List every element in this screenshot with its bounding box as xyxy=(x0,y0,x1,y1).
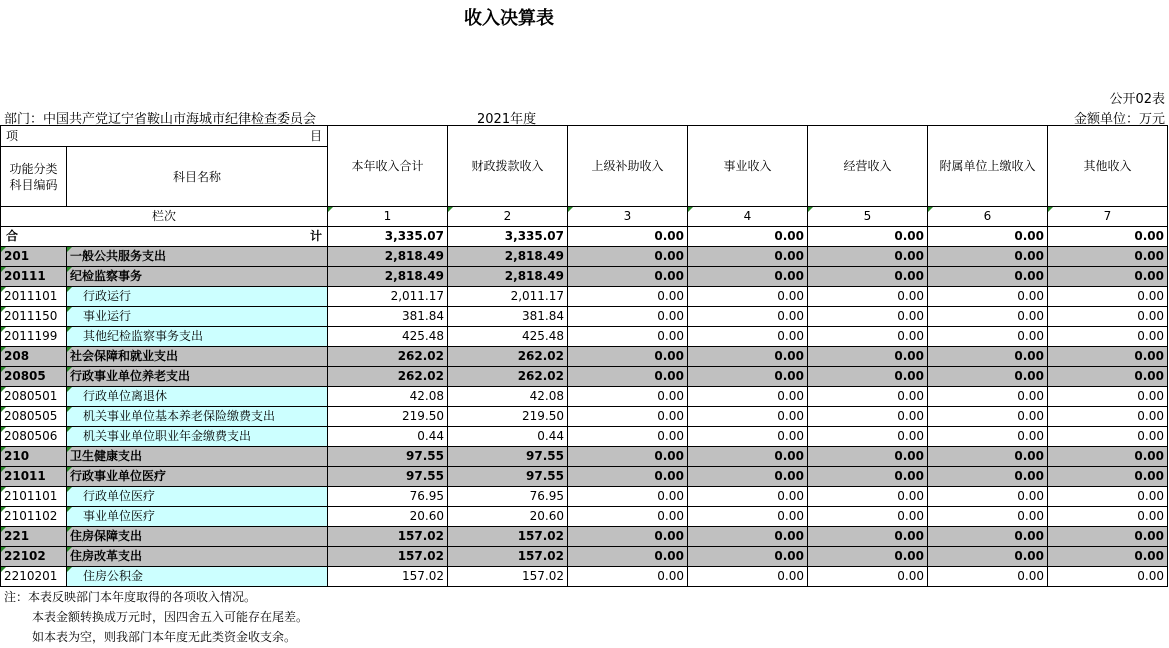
row-value-5: 0.00 xyxy=(808,327,928,347)
row-value-2: 262.02 xyxy=(448,347,568,367)
row-value-4: 0.00 xyxy=(688,507,808,527)
row-value-5: 0.00 xyxy=(808,287,928,307)
row-value-1: 262.02 xyxy=(328,347,448,367)
row-value-1: 381.84 xyxy=(328,307,448,327)
row-value-3: 0.00 xyxy=(568,387,688,407)
col-header-7: 其他收入 xyxy=(1048,126,1168,207)
table-row xyxy=(1,567,1168,587)
row-value-7: 0.00 xyxy=(1048,287,1168,307)
row-code: 2080505 xyxy=(1,407,67,427)
row-name: 事业单位医疗 xyxy=(67,507,328,527)
row-value-1: 2,818.49 xyxy=(328,267,448,287)
row-code: 2101102 xyxy=(1,507,67,527)
row-value-6: 0.00 xyxy=(928,407,1048,427)
row-value-1: 2,011.17 xyxy=(328,287,448,307)
table-row xyxy=(1,507,1168,527)
row-value-2: 97.55 xyxy=(448,447,568,467)
row-value-3: 0.00 xyxy=(568,507,688,527)
row-code: 20805 xyxy=(1,367,67,387)
row-name: 行政事业单位医疗 xyxy=(67,467,328,487)
col-header-6: 附属单位上缴收入 xyxy=(928,126,1048,207)
row-name: 行政事业单位养老支出 xyxy=(67,367,328,387)
row-value-4: 0.00 xyxy=(688,307,808,327)
total-value-6: 0.00 xyxy=(928,227,1048,247)
total-value-4: 0.00 xyxy=(688,227,808,247)
row-code: 2080506 xyxy=(1,427,67,447)
row-value-3: 0.00 xyxy=(568,547,688,567)
row-value-2: 2,818.49 xyxy=(448,267,568,287)
header-xiangmu xyxy=(1,126,328,147)
row-value-3: 0.00 xyxy=(568,567,688,587)
row-value-4: 0.00 xyxy=(688,287,808,307)
row-value-2: 2,818.49 xyxy=(448,247,568,267)
col-header-5: 经营收入 xyxy=(808,126,928,207)
row-value-7: 0.00 xyxy=(1048,467,1168,487)
lanci-5: 5 xyxy=(808,207,928,227)
row-value-3: 0.00 xyxy=(568,307,688,327)
row-value-2: 0.44 xyxy=(448,427,568,447)
row-value-1: 0.44 xyxy=(328,427,448,447)
row-code: 221 xyxy=(1,527,67,547)
row-value-4: 0.00 xyxy=(688,267,808,287)
row-value-3: 0.00 xyxy=(568,287,688,307)
lanci-2: 2 xyxy=(448,207,568,227)
row-value-6: 0.00 xyxy=(928,507,1048,527)
row-value-5: 0.00 xyxy=(808,407,928,427)
row-name: 卫生健康支出 xyxy=(67,447,328,467)
row-value-6: 0.00 xyxy=(928,367,1048,387)
row-value-7: 0.00 xyxy=(1048,447,1168,467)
header-xiang: 项 xyxy=(6,129,19,143)
row-value-4: 0.00 xyxy=(688,387,808,407)
row-value-7: 0.00 xyxy=(1048,267,1168,287)
table-row xyxy=(1,467,1168,487)
row-value-4: 0.00 xyxy=(688,347,808,367)
row-value-3: 0.00 xyxy=(568,447,688,467)
page-title: 收入决算表 xyxy=(464,8,554,29)
note-2: 本表金额转换成万元时，因四舍五入可能存在尾差。 xyxy=(32,610,309,624)
row-value-5: 0.00 xyxy=(808,267,928,287)
row-code: 21011 xyxy=(1,467,67,487)
row-value-4: 0.00 xyxy=(688,407,808,427)
row-value-2: 157.02 xyxy=(448,527,568,547)
row-code: 2080501 xyxy=(1,387,67,407)
row-value-5: 0.00 xyxy=(808,347,928,367)
income-table xyxy=(0,125,1168,587)
row-value-3: 0.00 xyxy=(568,487,688,507)
year-label: 2021年度 xyxy=(477,112,537,127)
row-code: 2011199 xyxy=(1,327,67,347)
col-header-1: 本年收入合计 xyxy=(328,126,448,207)
row-value-1: 425.48 xyxy=(328,327,448,347)
col-header-3: 上级补助收入 xyxy=(568,126,688,207)
row-value-5: 0.00 xyxy=(808,527,928,547)
total-row xyxy=(1,227,1168,247)
row-value-5: 0.00 xyxy=(808,547,928,567)
row-value-4: 0.00 xyxy=(688,447,808,467)
row-value-5: 0.00 xyxy=(808,467,928,487)
lanci-4: 4 xyxy=(688,207,808,227)
row-value-3: 0.00 xyxy=(568,467,688,487)
row-value-1: 76.95 xyxy=(328,487,448,507)
row-value-4: 0.00 xyxy=(688,327,808,347)
row-value-3: 0.00 xyxy=(568,407,688,427)
row-value-4: 0.00 xyxy=(688,547,808,567)
row-value-7: 0.00 xyxy=(1048,547,1168,567)
row-value-4: 0.00 xyxy=(688,567,808,587)
note-3: 如本表为空，则我部门本年度无此类资金收支余。 xyxy=(32,630,297,644)
total-he: 合 xyxy=(6,229,19,243)
row-value-5: 0.00 xyxy=(808,447,928,467)
row-value-6: 0.00 xyxy=(928,527,1048,547)
row-code: 2011101 xyxy=(1,287,67,307)
row-code: 2011150 xyxy=(1,307,67,327)
row-name: 住房改革支出 xyxy=(67,547,328,567)
row-value-6: 0.00 xyxy=(928,487,1048,507)
form-number: 公开02表 xyxy=(1109,92,1165,107)
row-value-2: 20.60 xyxy=(448,507,568,527)
row-value-6: 0.00 xyxy=(928,327,1048,347)
row-value-6: 0.00 xyxy=(928,447,1048,467)
row-name: 住房保障支出 xyxy=(67,527,328,547)
row-name: 一般公共服务支出 xyxy=(67,247,328,267)
row-value-3: 0.00 xyxy=(568,367,688,387)
row-name: 行政单位离退休 xyxy=(67,387,328,407)
total-value-5: 0.00 xyxy=(808,227,928,247)
row-value-1: 157.02 xyxy=(328,547,448,567)
table-row xyxy=(1,347,1168,367)
table-row xyxy=(1,447,1168,467)
row-name: 行政运行 xyxy=(67,287,328,307)
total-label xyxy=(1,227,328,247)
row-name: 事业运行 xyxy=(67,307,328,327)
total-value-1: 3,335.07 xyxy=(328,227,448,247)
row-value-1: 157.02 xyxy=(328,567,448,587)
row-value-5: 0.00 xyxy=(808,427,928,447)
row-value-4: 0.00 xyxy=(688,367,808,387)
table-row xyxy=(1,427,1168,447)
row-value-2: 262.02 xyxy=(448,367,568,387)
row-value-5: 0.00 xyxy=(808,387,928,407)
row-value-6: 0.00 xyxy=(928,547,1048,567)
row-value-4: 0.00 xyxy=(688,427,808,447)
row-value-4: 0.00 xyxy=(688,467,808,487)
row-code: 20111 xyxy=(1,267,67,287)
table-row xyxy=(1,267,1168,287)
row-code: 208 xyxy=(1,347,67,367)
row-value-2: 425.48 xyxy=(448,327,568,347)
row-value-6: 0.00 xyxy=(928,267,1048,287)
table-row xyxy=(1,527,1168,547)
row-value-2: 97.55 xyxy=(448,467,568,487)
row-value-2: 2,011.17 xyxy=(448,287,568,307)
department-label: 部门：中国共产党辽宁省鞍山市海城市纪律检查委员会 xyxy=(4,112,317,127)
row-value-7: 0.00 xyxy=(1048,307,1168,327)
row-value-5: 0.00 xyxy=(808,507,928,527)
row-value-5: 0.00 xyxy=(808,307,928,327)
row-value-3: 0.00 xyxy=(568,247,688,267)
row-value-6: 0.00 xyxy=(928,307,1048,327)
header-mu: 目 xyxy=(309,129,322,143)
row-value-7: 0.00 xyxy=(1048,427,1168,447)
table-row xyxy=(1,547,1168,567)
row-value-7: 0.00 xyxy=(1048,527,1168,547)
row-name: 纪检监察事务 xyxy=(67,267,328,287)
row-value-7: 0.00 xyxy=(1048,487,1168,507)
row-code: 22102 xyxy=(1,547,67,567)
row-value-5: 0.00 xyxy=(808,367,928,387)
row-value-1: 219.50 xyxy=(328,407,448,427)
table-row xyxy=(1,487,1168,507)
row-value-1: 262.02 xyxy=(328,367,448,387)
row-value-7: 0.00 xyxy=(1048,407,1168,427)
row-value-5: 0.00 xyxy=(808,567,928,587)
table-row xyxy=(1,247,1168,267)
row-name: 其他纪检监察事务支出 xyxy=(67,327,328,347)
row-value-6: 0.00 xyxy=(928,427,1048,447)
row-value-6: 0.00 xyxy=(928,247,1048,267)
row-name: 社会保障和就业支出 xyxy=(67,347,328,367)
row-value-4: 0.00 xyxy=(688,247,808,267)
row-name: 行政单位医疗 xyxy=(67,487,328,507)
row-value-5: 0.00 xyxy=(808,247,928,267)
row-value-7: 0.00 xyxy=(1048,327,1168,347)
row-value-4: 0.00 xyxy=(688,487,808,507)
lanci-7: 7 xyxy=(1048,207,1168,227)
row-value-3: 0.00 xyxy=(568,347,688,367)
row-value-2: 381.84 xyxy=(448,307,568,327)
table-row xyxy=(1,307,1168,327)
table-row xyxy=(1,327,1168,347)
row-value-6: 0.00 xyxy=(928,287,1048,307)
col-header-4: 事业收入 xyxy=(688,126,808,207)
row-value-7: 0.00 xyxy=(1048,247,1168,267)
lanci-6: 6 xyxy=(928,207,1048,227)
total-value-2: 3,335.07 xyxy=(448,227,568,247)
row-value-1: 20.60 xyxy=(328,507,448,527)
lanci-label: 栏次 xyxy=(1,207,328,227)
row-value-3: 0.00 xyxy=(568,427,688,447)
row-value-2: 219.50 xyxy=(448,407,568,427)
row-name: 住房公积金 xyxy=(67,567,328,587)
unit-label: 金额单位：万元 xyxy=(1073,112,1165,127)
row-value-1: 97.55 xyxy=(328,447,448,467)
table-row xyxy=(1,287,1168,307)
table-row xyxy=(1,407,1168,427)
row-value-7: 0.00 xyxy=(1048,347,1168,367)
row-value-6: 0.00 xyxy=(928,347,1048,367)
row-value-6: 0.00 xyxy=(928,567,1048,587)
total-ji: 计 xyxy=(309,229,322,243)
row-value-7: 0.00 xyxy=(1048,387,1168,407)
row-value-3: 0.00 xyxy=(568,267,688,287)
row-value-1: 2,818.49 xyxy=(328,247,448,267)
note-1: 注：本表反映部门本年度取得的各项收入情况。 xyxy=(4,590,257,604)
table-row xyxy=(1,387,1168,407)
row-value-7: 0.00 xyxy=(1048,567,1168,587)
total-value-7: 0.00 xyxy=(1048,227,1168,247)
row-value-3: 0.00 xyxy=(568,327,688,347)
row-value-6: 0.00 xyxy=(928,467,1048,487)
row-value-7: 0.00 xyxy=(1048,507,1168,527)
row-value-4: 0.00 xyxy=(688,527,808,547)
row-value-5: 0.00 xyxy=(808,487,928,507)
row-value-3: 0.00 xyxy=(568,527,688,547)
row-value-2: 42.08 xyxy=(448,387,568,407)
row-value-2: 76.95 xyxy=(448,487,568,507)
lanci-3: 3 xyxy=(568,207,688,227)
row-value-7: 0.00 xyxy=(1048,367,1168,387)
row-name: 机关事业单位职业年金缴费支出 xyxy=(67,427,328,447)
row-value-1: 42.08 xyxy=(328,387,448,407)
row-value-1: 157.02 xyxy=(328,527,448,547)
col-header-2: 财政拨款收入 xyxy=(448,126,568,207)
row-value-1: 97.55 xyxy=(328,467,448,487)
header-code-label: 功能分类 科目编码 xyxy=(1,147,67,207)
table-row xyxy=(1,367,1168,387)
row-code: 2101101 xyxy=(1,487,67,507)
row-value-2: 157.02 xyxy=(448,547,568,567)
row-code: 201 xyxy=(1,247,67,267)
row-name: 机关事业单位基本养老保险缴费支出 xyxy=(67,407,328,427)
row-value-6: 0.00 xyxy=(928,387,1048,407)
row-code: 210 xyxy=(1,447,67,467)
row-code: 2210201 xyxy=(1,567,67,587)
lanci-1: 1 xyxy=(328,207,448,227)
header-name-label: 科目名称 xyxy=(67,147,328,207)
row-value-2: 157.02 xyxy=(448,567,568,587)
total-value-3: 0.00 xyxy=(568,227,688,247)
